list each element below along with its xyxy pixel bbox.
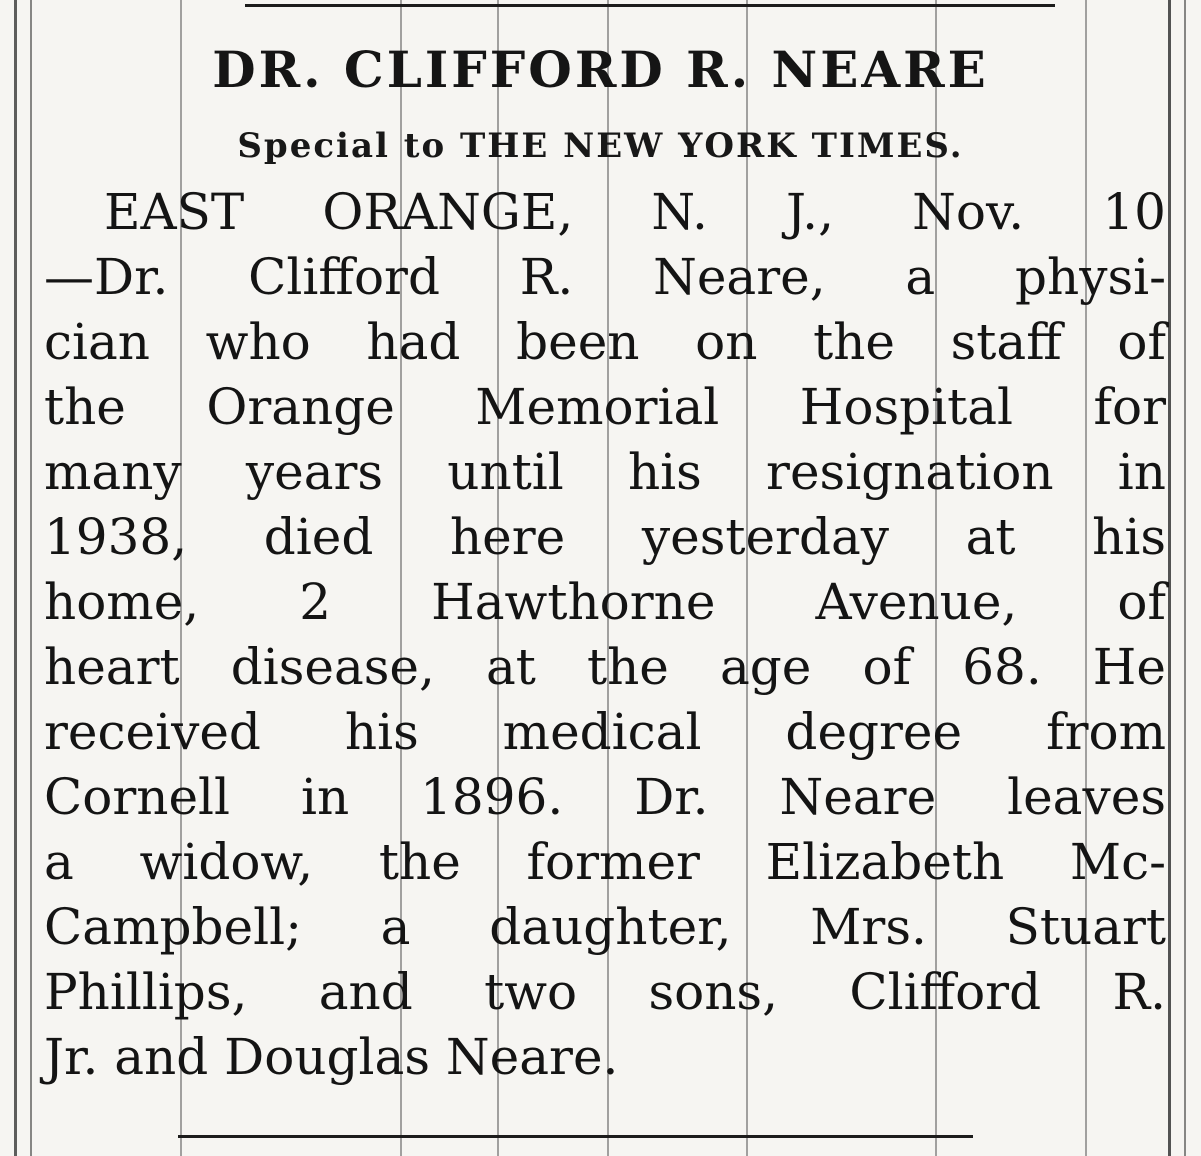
body-line: the Orange Memorial Hospital for bbox=[44, 378, 1166, 436]
body-line: received his medical degree from bbox=[44, 703, 1166, 761]
body-line: Cornell in 1896. Dr. Neare leaves bbox=[44, 768, 1166, 826]
left-border-line-inner bbox=[30, 0, 32, 1156]
obituary-body bbox=[44, 180, 1166, 1090]
bottom-rule bbox=[178, 1135, 973, 1138]
body-line: Jr. and Douglas Neare. bbox=[44, 1028, 619, 1086]
top-rule bbox=[245, 4, 1055, 7]
obituary-headline: DR. CLIFFORD R. NEARE bbox=[212, 40, 989, 99]
body-line: many years until his resignation in bbox=[44, 443, 1166, 501]
body-line: a widow, the former Elizabeth Mc- bbox=[44, 833, 1166, 891]
body-line: —Dr. Clifford R. Neare, a physi- bbox=[44, 248, 1166, 306]
left-border-line bbox=[14, 0, 17, 1156]
body-line: Phillips, and two sons, Clifford R. bbox=[44, 963, 1166, 1021]
right-border-line bbox=[1168, 0, 1171, 1156]
body-line: home, 2 Hawthorne Avenue, of bbox=[44, 573, 1166, 631]
body-line: Campbell; a daughter, Mrs. Stuart bbox=[44, 898, 1166, 956]
body-line: heart disease, at the age of 68. He bbox=[44, 638, 1166, 696]
right-border-line-outer bbox=[1184, 0, 1186, 1156]
body-line: 1938, died here yesterday at his bbox=[44, 508, 1166, 566]
body-line: EAST ORANGE, N. J., Nov. 10 bbox=[104, 183, 1166, 241]
body-line: cian who had been on the staff of bbox=[44, 313, 1166, 371]
news-credit-line: Special to THE NEW YORK TIMES. bbox=[237, 126, 964, 166]
